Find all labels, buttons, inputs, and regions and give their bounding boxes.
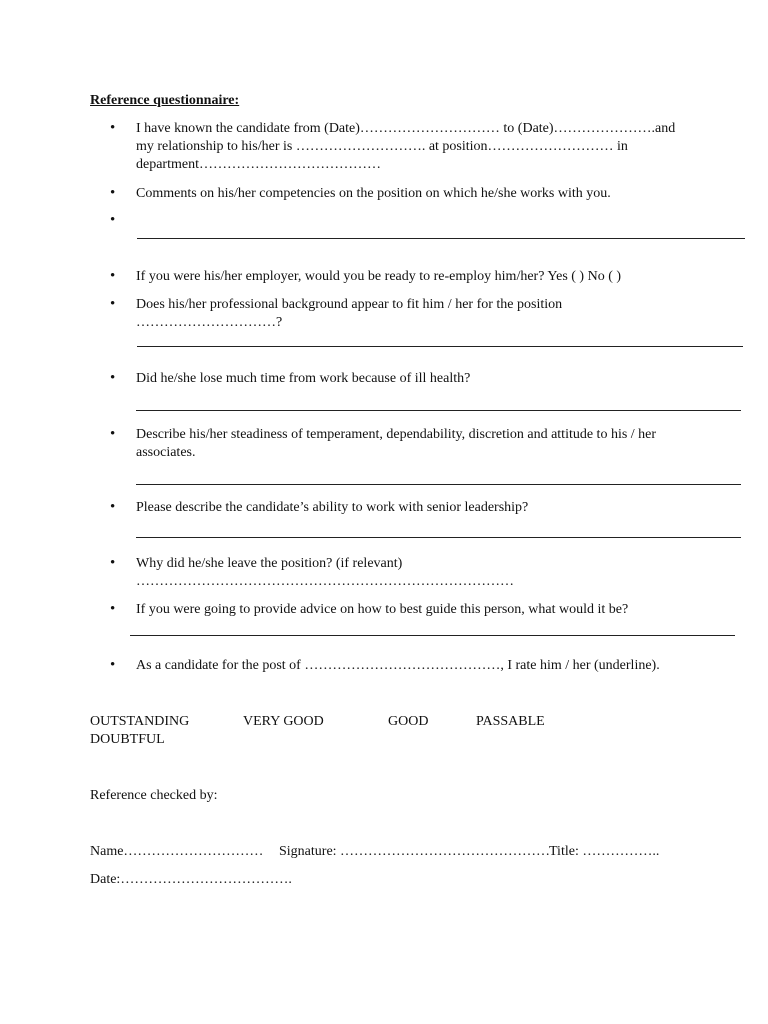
q1-line1: I have known the candidate from (Date)………………………… to (Date)………………….and	[136, 121, 676, 136]
q5-line1: Does his/her professional background appear to fit him / her for the position	[136, 297, 563, 312]
signature-field[interactable]: Signature: ………………………………………	[279, 844, 551, 859]
q1-line3: department…………………………………	[136, 157, 381, 172]
date-field[interactable]: Date:……………………………….	[90, 872, 292, 887]
answer-line[interactable]	[137, 238, 745, 239]
q9-line1: Why did he/she leave the position? (if relevant)	[136, 556, 403, 571]
answer-line[interactable]	[130, 635, 735, 636]
bullet: •	[110, 555, 116, 571]
bullet: •	[110, 426, 116, 442]
title-field[interactable]: Title: ……………..	[549, 844, 660, 859]
answer-line[interactable]	[137, 346, 743, 347]
q2-text: Comments on his/her competencies on the position on which he/she works with you.	[136, 186, 611, 201]
q6-text: Did he/she lose much time from work because of ill health?	[136, 371, 471, 386]
q7-line2: associates.	[136, 445, 196, 460]
q5-line2: …………………………?	[136, 315, 283, 330]
q7-line1: Describe his/her steadiness of temperament, dependability, discretion and attitude to his / her	[136, 427, 657, 442]
bullet: •	[110, 185, 116, 201]
bullet: •	[110, 268, 116, 284]
bullet: •	[110, 370, 116, 386]
bullet: •	[110, 212, 116, 228]
reference-checked-by: Reference checked by:	[90, 788, 218, 803]
q11-text: As a candidate for the post of ……………………………………, I rate him / her (underline).	[136, 658, 660, 673]
answer-line[interactable]	[136, 537, 741, 538]
q8-text: Please describe the candidate’s ability to work with senior leadership?	[136, 500, 529, 515]
bullet: •	[110, 657, 116, 673]
rating-good[interactable]: GOOD	[388, 714, 429, 729]
page-title: Reference questionnaire:	[90, 93, 240, 108]
q4-text: If you were his/her employer, would you be ready to re-employ him/her? Yes ( ) No ( )	[136, 269, 622, 284]
answer-line[interactable]	[136, 484, 741, 485]
bullet: •	[110, 499, 116, 515]
bullet: •	[110, 296, 116, 312]
rating-outstanding[interactable]: OUTSTANDING	[90, 714, 190, 729]
q1-line2: my relationship to his/her is ………………………. at position……………………… in	[136, 139, 628, 154]
q9-line2: ………………………………………………………………………	[136, 574, 514, 589]
rating-doubtful[interactable]: DOUBTFUL	[90, 732, 165, 747]
answer-line[interactable]	[136, 410, 741, 411]
bullet: •	[110, 120, 116, 136]
rating-very-good[interactable]: VERY GOOD	[243, 714, 324, 729]
rating-passable[interactable]: PASSABLE	[476, 714, 545, 729]
bullet: •	[110, 601, 116, 617]
q10-text: If you were going to provide advice on how to best guide this person, what would it be?	[136, 602, 629, 617]
name-field[interactable]: Name…………………………	[90, 844, 264, 859]
